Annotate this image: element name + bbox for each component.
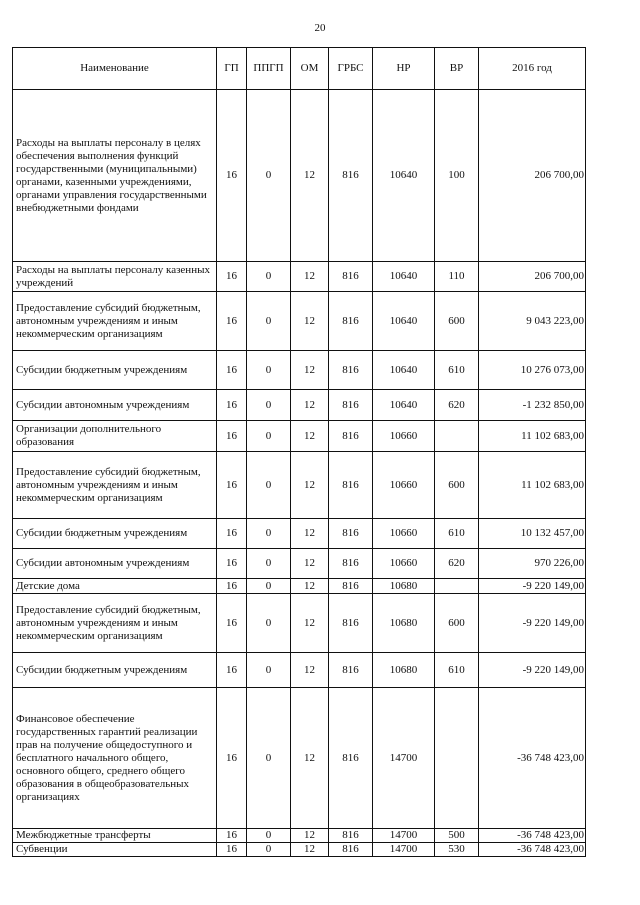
cell-ppgp: 0 [247, 292, 291, 351]
cell-vr: 620 [435, 390, 479, 421]
cell-vr: 600 [435, 594, 479, 653]
cell-gp: 16 [217, 421, 247, 452]
cell-amount: -9 220 149,00 [479, 579, 586, 594]
table-row [13, 452, 586, 519]
header-vr: ВР [435, 48, 479, 90]
cell-amount: 10 276 073,00 [479, 351, 586, 390]
cell-ppgp: 0 [247, 421, 291, 452]
cell-vr [435, 579, 479, 594]
cell-gp: 16 [217, 90, 247, 262]
cell-gp: 16 [217, 351, 247, 390]
header-year: 2016 год [479, 48, 586, 90]
cell-amount: -1 232 850,00 [479, 390, 586, 421]
table-row [13, 549, 586, 579]
cell-om: 12 [291, 829, 329, 843]
cell-gp: 16 [217, 292, 247, 351]
cell-grbs: 816 [329, 594, 373, 653]
cell-grbs: 816 [329, 519, 373, 549]
cell-vr: 600 [435, 292, 479, 351]
cell-np: 10640 [373, 90, 435, 262]
cell-grbs: 816 [329, 452, 373, 519]
cell-grbs: 816 [329, 390, 373, 421]
cell-ppgp: 0 [247, 452, 291, 519]
cell-gp: 16 [217, 519, 247, 549]
cell-np: 14700 [373, 843, 435, 857]
cell-np: 10640 [373, 351, 435, 390]
table-row [13, 421, 586, 452]
cell-om: 12 [291, 351, 329, 390]
cell-name: Предоставление субсидий бюджетным, автономным учреждениям и иным некоммерческим организациям [13, 594, 217, 653]
cell-om: 12 [291, 262, 329, 292]
cell-amount: 11 102 683,00 [479, 452, 586, 519]
cell-grbs: 816 [329, 90, 373, 262]
cell-gp: 16 [217, 452, 247, 519]
cell-np: 10640 [373, 292, 435, 351]
cell-amount: -9 220 149,00 [479, 653, 586, 688]
cell-om: 12 [291, 421, 329, 452]
cell-amount: 206 700,00 [479, 90, 586, 262]
cell-np: 14700 [373, 688, 435, 829]
header-ppgp: ППГП [247, 48, 291, 90]
cell-om: 12 [291, 843, 329, 857]
cell-vr [435, 688, 479, 829]
cell-om: 12 [291, 292, 329, 351]
cell-vr: 610 [435, 519, 479, 549]
cell-amount: 10 132 457,00 [479, 519, 586, 549]
cell-vr: 500 [435, 829, 479, 843]
cell-np: 10640 [373, 262, 435, 292]
cell-amount: -9 220 149,00 [479, 594, 586, 653]
cell-vr: 610 [435, 351, 479, 390]
cell-ppgp: 0 [247, 688, 291, 829]
cell-om: 12 [291, 688, 329, 829]
cell-name: Субсидии бюджетным учреждениям [13, 653, 217, 688]
cell-np: 10680 [373, 579, 435, 594]
cell-gp: 16 [217, 829, 247, 843]
cell-name: Расходы на выплаты персоналу в целях обеспечения выполнения функций государственными (муниципальными) органами, казенными учреждениями, органами управления государственными внебюджетными фондами [13, 90, 217, 262]
cell-gp: 16 [217, 262, 247, 292]
header-np: НР [373, 48, 435, 90]
cell-name: Субсидии автономным учреждениям [13, 549, 217, 579]
cell-vr: 100 [435, 90, 479, 262]
cell-grbs: 816 [329, 843, 373, 857]
cell-om: 12 [291, 90, 329, 262]
table-row [13, 829, 586, 843]
table-row [13, 390, 586, 421]
page-number: 20 [314, 22, 326, 34]
cell-amount: -36 748 423,00 [479, 829, 586, 843]
header-om: ОМ [291, 48, 329, 90]
cell-gp: 16 [217, 390, 247, 421]
table-row [13, 519, 586, 549]
cell-name: Субсидии автономным учреждениям [13, 390, 217, 421]
table-header-row [13, 48, 586, 90]
cell-amount: 206 700,00 [479, 262, 586, 292]
table-row [13, 843, 586, 857]
cell-vr: 620 [435, 549, 479, 579]
cell-grbs: 816 [329, 421, 373, 452]
table-row [13, 292, 586, 351]
cell-np: 10680 [373, 653, 435, 688]
table-row [13, 579, 586, 594]
cell-om: 12 [291, 452, 329, 519]
cell-ppgp: 0 [247, 843, 291, 857]
cell-grbs: 816 [329, 351, 373, 390]
cell-om: 12 [291, 594, 329, 653]
cell-np: 10680 [373, 594, 435, 653]
cell-amount: -36 748 423,00 [479, 843, 586, 857]
cell-gp: 16 [217, 843, 247, 857]
cell-grbs: 816 [329, 829, 373, 843]
cell-amount: -36 748 423,00 [479, 688, 586, 829]
cell-gp: 16 [217, 688, 247, 829]
cell-om: 12 [291, 579, 329, 594]
cell-om: 12 [291, 653, 329, 688]
cell-gp: 16 [217, 549, 247, 579]
cell-name: Субвенции [13, 843, 217, 857]
cell-np: 10660 [373, 452, 435, 519]
cell-ppgp: 0 [247, 653, 291, 688]
cell-amount: 9 043 223,00 [479, 292, 586, 351]
cell-name: Субсидии бюджетным учреждениям [13, 351, 217, 390]
cell-grbs: 816 [329, 579, 373, 594]
cell-gp: 16 [217, 653, 247, 688]
table-body [13, 90, 586, 857]
cell-grbs: 816 [329, 549, 373, 579]
cell-name: Финансовое обеспечение государственных гарантий реализации прав на получение общедоступного и бесплатного начального общего, основного общего, среднего общего образования в общеобразовательных организациях [13, 688, 217, 829]
cell-name: Организации дополнительного образования [13, 421, 217, 452]
cell-grbs: 816 [329, 653, 373, 688]
header-gp: ГП [217, 48, 247, 90]
cell-gp: 16 [217, 594, 247, 653]
cell-name: Детские дома [13, 579, 217, 594]
cell-np: 10660 [373, 519, 435, 549]
cell-ppgp: 0 [247, 549, 291, 579]
table-row [13, 594, 586, 653]
cell-amount: 970 226,00 [479, 549, 586, 579]
table-row [13, 90, 586, 262]
cell-np: 14700 [373, 829, 435, 843]
cell-vr: 110 [435, 262, 479, 292]
table-row [13, 688, 586, 829]
cell-name: Субсидии бюджетным учреждениям [13, 519, 217, 549]
cell-grbs: 816 [329, 688, 373, 829]
table-row [13, 653, 586, 688]
cell-ppgp: 0 [247, 390, 291, 421]
cell-np: 10640 [373, 390, 435, 421]
cell-name: Расходы на выплаты персоналу казенных учреждений [13, 262, 217, 292]
cell-vr: 600 [435, 452, 479, 519]
cell-amount: 11 102 683,00 [479, 421, 586, 452]
cell-ppgp: 0 [247, 90, 291, 262]
cell-ppgp: 0 [247, 579, 291, 594]
budget-table [12, 47, 586, 857]
cell-vr: 610 [435, 653, 479, 688]
cell-ppgp: 0 [247, 351, 291, 390]
cell-vr: 530 [435, 843, 479, 857]
cell-ppgp: 0 [247, 829, 291, 843]
cell-name: Предоставление субсидий бюджетным, автономным учреждениям и иным некоммерческим организациям [13, 292, 217, 351]
cell-ppgp: 0 [247, 594, 291, 653]
cell-grbs: 816 [329, 262, 373, 292]
table-row [13, 262, 586, 292]
cell-np: 10660 [373, 549, 435, 579]
cell-ppgp: 0 [247, 519, 291, 549]
cell-np: 10660 [373, 421, 435, 452]
cell-ppgp: 0 [247, 262, 291, 292]
cell-grbs: 816 [329, 292, 373, 351]
cell-gp: 16 [217, 579, 247, 594]
cell-om: 12 [291, 549, 329, 579]
cell-name: Предоставление субсидий бюджетным, автономным учреждениям и иным некоммерческим организациям [13, 452, 217, 519]
table-row [13, 351, 586, 390]
header-grbs: ГРБС [329, 48, 373, 90]
cell-om: 12 [291, 390, 329, 421]
cell-om: 12 [291, 519, 329, 549]
cell-vr [435, 421, 479, 452]
header-name: Наименование [13, 48, 217, 90]
cell-name: Межбюджетные трансферты [13, 829, 217, 843]
